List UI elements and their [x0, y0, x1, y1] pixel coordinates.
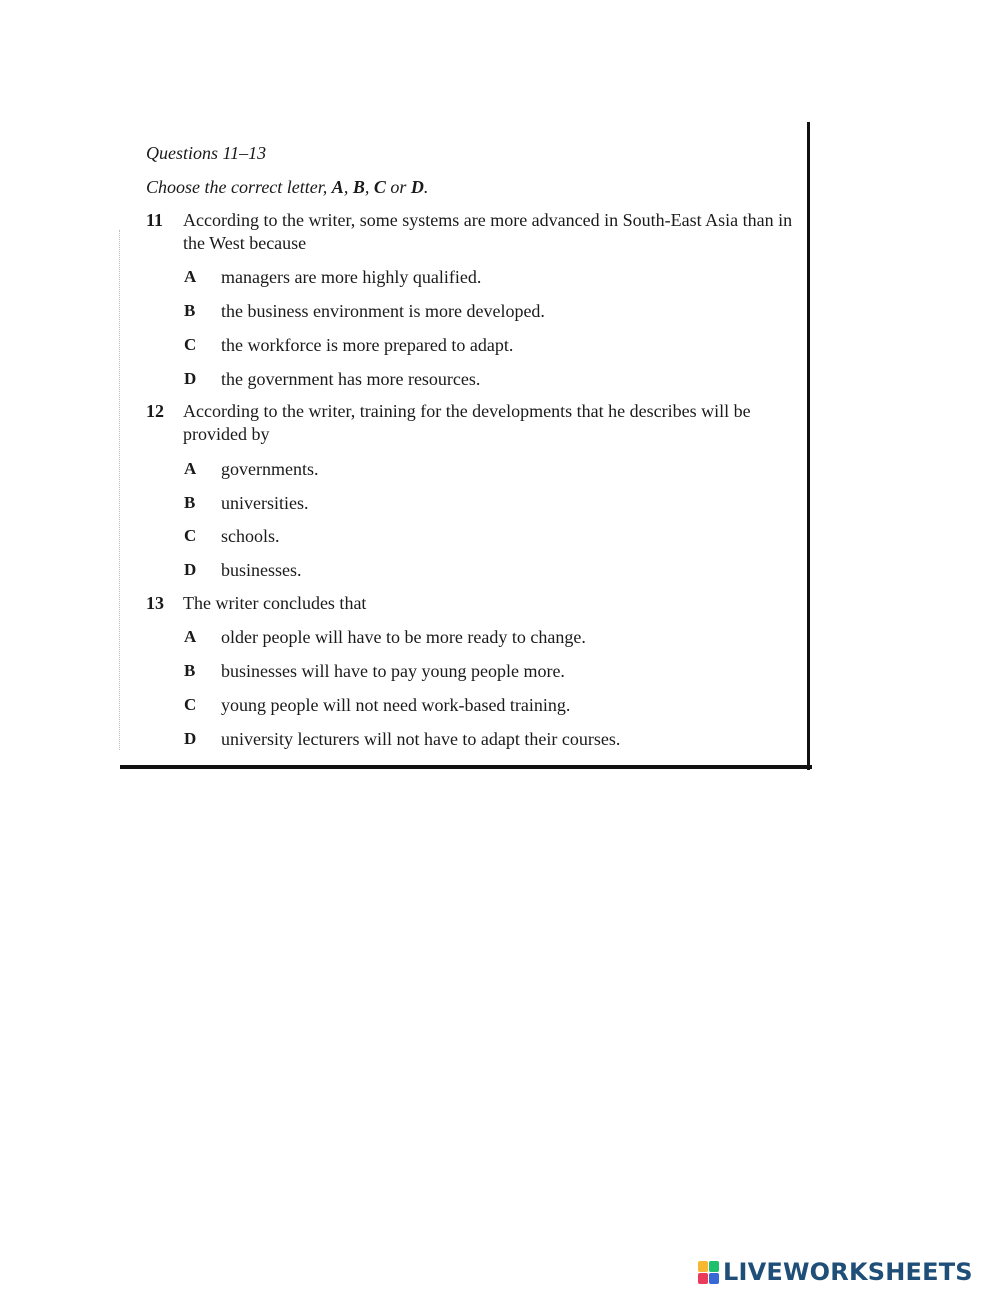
option-text-13a[interactable]: older people will have to be more ready to change.	[221, 627, 586, 647]
option-letter-11b[interactable]: B	[184, 301, 196, 320]
question-number-12: 12	[146, 401, 164, 421]
option-letter-11a[interactable]: A	[184, 267, 197, 286]
option-text-11c[interactable]: the workforce is more prepared to adapt.	[221, 335, 514, 355]
instruction-letter-a: A	[331, 177, 344, 197]
option-text-12c[interactable]: schools.	[221, 526, 280, 546]
option-letter-11d[interactable]: D	[184, 369, 197, 388]
logo-mark-icon	[698, 1261, 719, 1284]
option-text-11a[interactable]: managers are more highly qualified.	[221, 267, 482, 287]
instruction-letter-b: B	[352, 177, 365, 197]
instruction-letter-d: D	[410, 177, 424, 197]
option-text-13b[interactable]: businesses will have to pay young people more.	[221, 661, 565, 681]
liveworksheets-logo	[698, 1257, 973, 1287]
option-letter-11c[interactable]: C	[184, 335, 197, 354]
question-text-13: The writer concludes that	[183, 593, 367, 613]
instruction-suffix: .	[423, 177, 429, 197]
logo-square-1	[698, 1261, 708, 1272]
option-letter-13d[interactable]: D	[184, 729, 197, 748]
box-border-bottom	[120, 765, 812, 769]
option-letter-12b[interactable]: B	[184, 493, 196, 512]
section-heading: Questions 11–13	[146, 143, 267, 163]
option-letter-12c[interactable]: C	[184, 526, 197, 545]
logo-square-4	[709, 1273, 719, 1284]
option-letter-12a[interactable]: A	[184, 459, 197, 478]
option-letter-13a[interactable]: A	[184, 627, 197, 646]
box-border-right	[807, 122, 810, 770]
option-text-12a[interactable]: governments.	[221, 459, 319, 479]
instruction-sep-1: ,	[343, 177, 353, 197]
option-letter-13b[interactable]: B	[184, 661, 196, 680]
option-text-13c[interactable]: young people will not need work-based training.	[221, 695, 571, 715]
question-number-13: 13	[146, 593, 164, 613]
option-text-12b[interactable]: universities.	[221, 493, 309, 513]
option-letter-13c[interactable]: C	[184, 695, 197, 714]
question-text-11: According to the writer, some systems are more advanced in South-East Asia than in the West because	[183, 210, 793, 253]
option-letter-12d[interactable]: D	[184, 560, 197, 579]
instruction-or: or	[385, 177, 411, 197]
logo-square-3	[698, 1273, 708, 1284]
logo-text: LIVEWORKSHEETS	[723, 1258, 973, 1286]
option-text-11d[interactable]: the government has more resources.	[221, 369, 481, 389]
instruction-sep-2: ,	[364, 177, 374, 197]
logo-square-2	[709, 1261, 719, 1272]
question-text-12: According to the writer, training for the developments that he describes will be provided by	[183, 401, 751, 444]
instruction-letter-c: C	[373, 177, 386, 197]
option-text-13d[interactable]: university lecturers will not have to adapt their courses.	[221, 729, 621, 749]
question-number-11: 11	[146, 210, 164, 230]
instruction-line	[146, 177, 428, 197]
option-text-11b[interactable]: the business environment is more developed.	[221, 301, 545, 321]
box-border-left	[119, 230, 121, 750]
option-text-12d[interactable]: businesses.	[221, 560, 302, 580]
instruction-prefix: Choose the correct letter,	[146, 177, 332, 197]
